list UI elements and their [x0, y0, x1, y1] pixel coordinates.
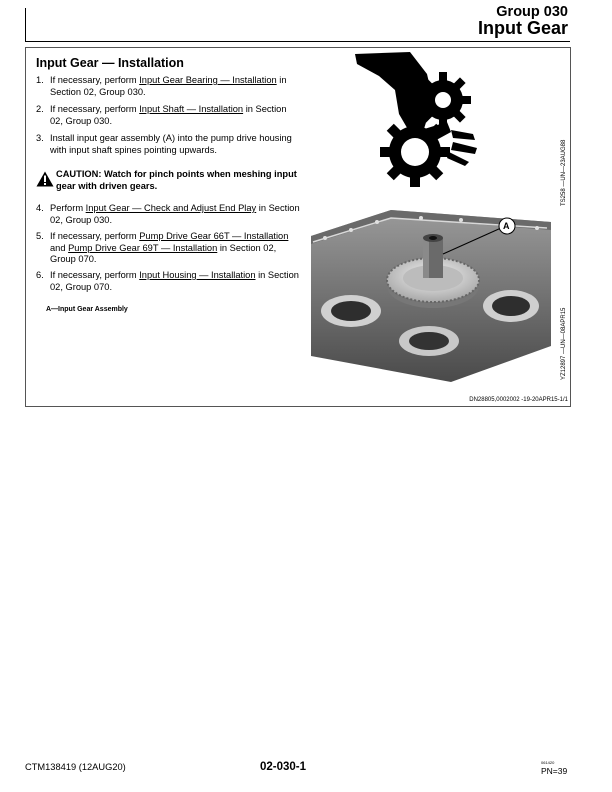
step-link-check-end-play[interactable]: Input Gear — Check and Adjust End Play [85, 203, 257, 213]
figure-code-top: TS258 —UN—23AUG88 [561, 139, 567, 206]
step-number: 3. [36, 133, 44, 143]
step-text: If necessary, perform [50, 104, 140, 114]
warning-triangle-icon [36, 171, 54, 191]
footer-date-code: 061420 [541, 760, 555, 765]
footer-manual-id: CTM138419 (12AUG20) [25, 762, 126, 772]
step-text: in Section 02, Group 030. [50, 104, 287, 126]
step-link-pump-drive-gear-66t[interactable]: Pump Drive Gear 66T — Installation [139, 231, 289, 241]
header-divider-vertical [25, 8, 26, 41]
step-text: and [50, 242, 69, 253]
footer-page-number: 02-030-1 [260, 761, 307, 773]
step-link-input-gear-bearing[interactable]: Input Gear Bearing — Installation [139, 75, 277, 85]
document-id: DN28805,0002002 -19-20APR15-1/1 [469, 397, 568, 403]
page-title: Input Gear [477, 18, 568, 38]
step-text: in Section 02, Group 070. [50, 270, 299, 292]
group-label: Group 030 [496, 4, 568, 20]
step-text: in Section 02, Group 030. [50, 75, 287, 97]
figure-code-bottom: YZ12897 —UN—08APR15 [561, 307, 567, 380]
step-number: 5. [36, 231, 44, 241]
step-text: Perform [50, 203, 86, 213]
pinch-point-gears-icon [355, 52, 555, 197]
step-text: Install input gear assembly (A) into the pump drive housing with input shaft spines pointing upwards. [50, 133, 292, 155]
step-text: If necessary, perform [50, 231, 140, 241]
step-text: If necessary, perform [50, 270, 140, 280]
step-text: in Section 02, Group 030. [50, 203, 300, 225]
step-link-pump-drive-gear-69t[interactable]: Pump Drive Gear 69T — Installation [68, 242, 218, 253]
step-text: If necessary, perform [50, 75, 140, 85]
caution-text: CAUTION: Watch for pinch points when meshing input gear with driven gears. [56, 169, 297, 191]
figure-caption: A—Input Gear Assembly [46, 306, 128, 313]
step-text: in Section 02, Group 070. [50, 242, 277, 264]
step-link-input-housing[interactable]: Input Housing — Installation [139, 270, 256, 280]
section-title: Input Gear — Installation [36, 56, 184, 70]
step-number: 4. [36, 203, 44, 213]
step-number: 2. [36, 104, 44, 114]
callout-a-label: A [503, 221, 510, 231]
footer-pn: PN=39 [541, 766, 568, 776]
step-number: 6. [36, 270, 44, 280]
header-divider [25, 41, 570, 42]
step-link-input-shaft[interactable]: Input Shaft — Installation [139, 104, 244, 114]
input-gear-assembly-photo [311, 206, 551, 387]
step-number: 1. [36, 75, 44, 85]
